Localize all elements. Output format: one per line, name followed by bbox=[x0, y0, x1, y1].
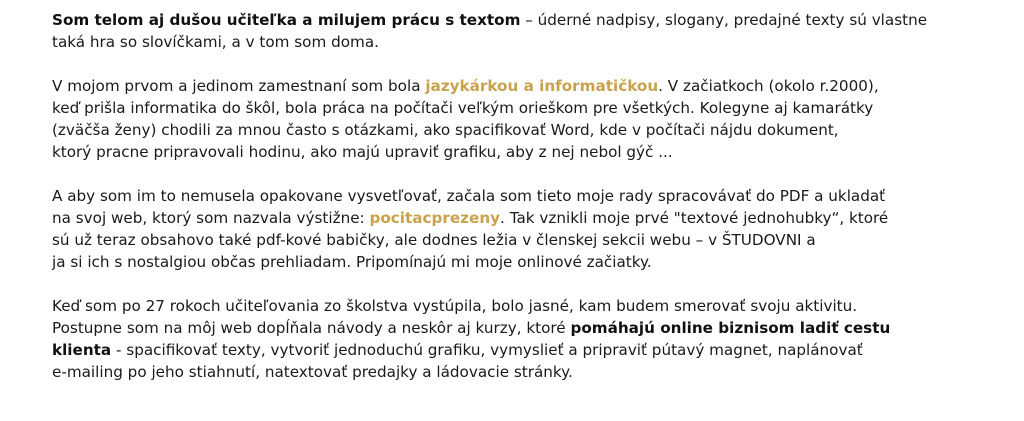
paragraph-career-change bbox=[52, 295, 1012, 383]
body-text: . Tak vznikli moje prvé "textové jednohubky“, ktoré bbox=[500, 209, 889, 227]
text-line bbox=[52, 141, 1012, 163]
text-line bbox=[52, 251, 1012, 273]
highlight-link-text[interactable]: pocitacprezeny bbox=[369, 209, 501, 227]
paragraph-first-job bbox=[52, 75, 1012, 163]
body-text: . V začiatkoch (okolo r.2000), bbox=[658, 77, 879, 95]
body-text: Postupne som na môj web dopĺňala návody a neskôr aj kurzy, ktoré bbox=[52, 319, 571, 337]
body-text: - spacifikovať texty, vytvoriť jednoduchú grafiku, vymyslieť a pripraviť pútavý magnet, naplánovať bbox=[111, 341, 863, 359]
text-line bbox=[52, 75, 1012, 97]
emphasis-text: Som telom aj dušou učiteľka a milujem prácu s textom bbox=[52, 11, 521, 29]
text-line bbox=[52, 185, 1012, 207]
text-line bbox=[52, 229, 1012, 251]
text-line bbox=[52, 119, 1012, 141]
body-text: Keď som po 27 rokoch učiteľovania zo školstva vystúpila, bolo jasné, kam budem smerovať svoju aktivitu. bbox=[52, 297, 858, 315]
body-text: sú už teraz obsahovo také pdf-kové babičky, ale dodnes ležia v členskej sekcii webu – v ŠTUDOVNI a bbox=[52, 231, 816, 249]
body-text: taká hra so slovíčkami, a v tom som doma. bbox=[52, 33, 379, 51]
text-line bbox=[52, 295, 1012, 317]
text-line bbox=[52, 361, 1012, 383]
body-text: A aby som im to nemusela opakovane vysvetľovať, začala som tieto moje rady spracovávať do PDF a ukladať bbox=[52, 187, 886, 205]
body-text: na svoj web, ktorý som nazvala výstižne: bbox=[52, 209, 370, 227]
body-text: e-mailing po jeho stiahnutí, natextovať predajky a ládovacie stránky. bbox=[52, 363, 573, 381]
text-line bbox=[52, 31, 1012, 53]
text-line bbox=[52, 207, 1012, 229]
body-text: ktorý pracne pripravovali hodinu, ako majú upraviť grafiku, aby z nej nebol gýč ... bbox=[52, 143, 673, 161]
emphasis-text: pomáhajú online biznisom ladiť cestu bbox=[570, 319, 891, 337]
text-line bbox=[52, 317, 1012, 339]
body-text: (zväčša ženy) chodili za mnou často s otázkami, ako spacifikovať Word, kde v počítači nájdu dokument, bbox=[52, 121, 839, 139]
about-text bbox=[52, 9, 1012, 405]
highlight-text: jazykárkou a informatičkou bbox=[425, 77, 659, 95]
body-text: ja si ich s nostalgiou občas prehliadam. Pripomínajú mi moje onlinové začiatky. bbox=[52, 253, 652, 271]
text-line bbox=[52, 9, 1012, 31]
text-line bbox=[52, 97, 1012, 119]
paragraph-website bbox=[52, 185, 1012, 273]
paragraph-intro bbox=[52, 9, 1012, 53]
text-line bbox=[52, 339, 1012, 361]
body-text: – úderné nadpisy, slogany, predajné texty sú vlastne bbox=[520, 11, 928, 29]
emphasis-text: klienta bbox=[52, 341, 112, 359]
body-text: V mojom prvom a jedinom zamestnaní som bola bbox=[52, 77, 426, 95]
body-text: keď prišla informatika do škôl, bola práca na počítači veľkým orieškom pre všetkých. Kolegyne aj kamarátky bbox=[52, 99, 874, 117]
